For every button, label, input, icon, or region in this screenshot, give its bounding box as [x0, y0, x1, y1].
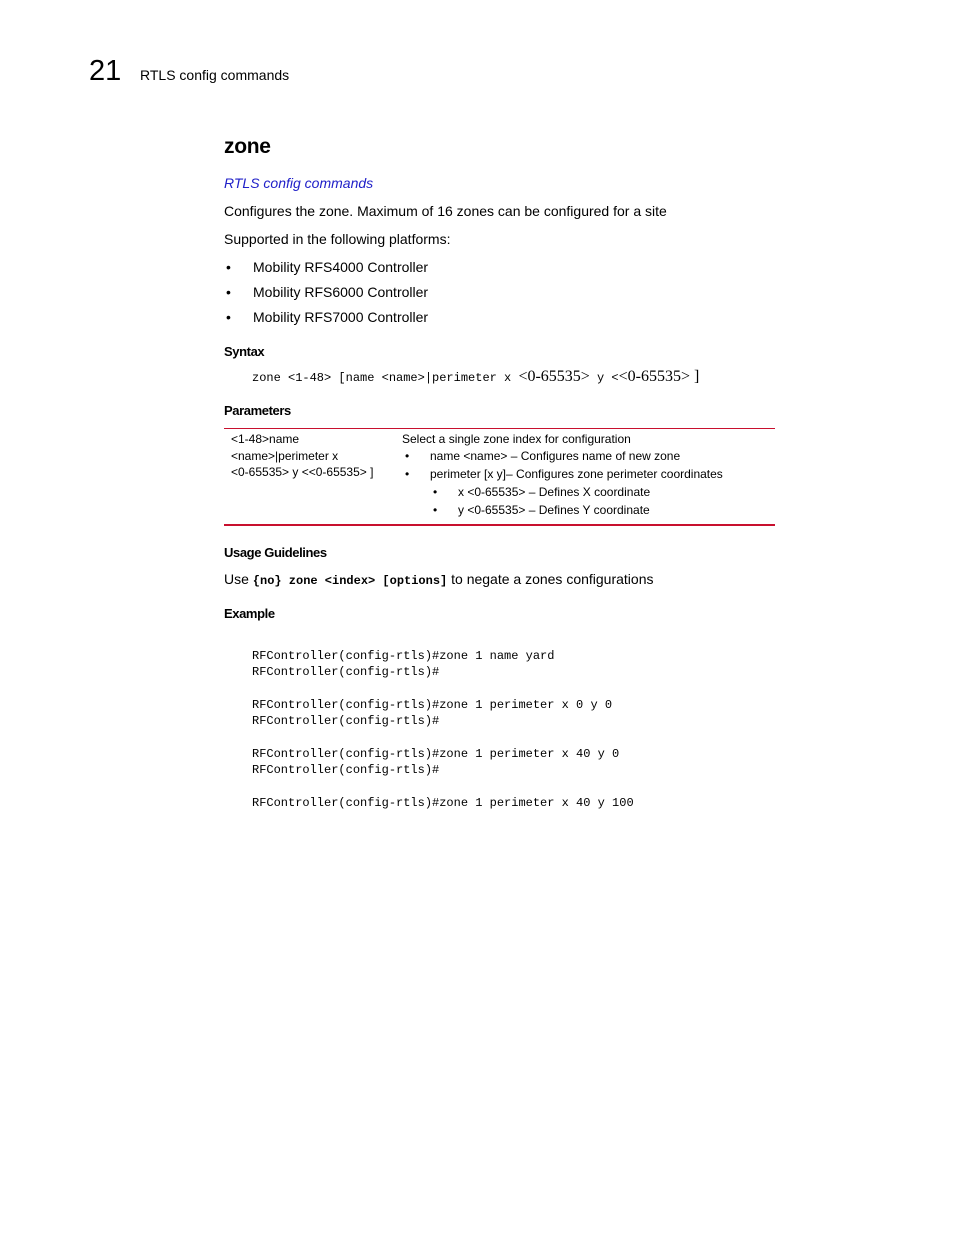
platform-item: • Mobility RFS7000 Controller — [226, 309, 429, 325]
bullet-icon: • — [226, 259, 231, 275]
param-name-cell: <1-48>name <name>|perimeter x <0-65535> y <<0-65535> ] — [231, 432, 374, 479]
bullet-icon: • — [433, 485, 438, 499]
example-code: RFController(config-rtls)#zone 1 name yard RFController(config-rtls)# RFController(config-rtls)#zone 1 perimeter x 0 y 0 RFController(config-rtls)# RFController(config-rtls)#zone 1 perimeter x 40 y 0 RFController(config-rtls)# RFController(config-rtls)#zone 1 perimeter x 40 y 100 — [252, 649, 634, 810]
description: Configures the zone. Maximum of 16 zones can be configured for a site — [224, 203, 667, 219]
bullet-icon: • — [433, 503, 438, 517]
platforms-intro: Supported in the following platforms: — [224, 231, 451, 247]
bullet-icon: • — [226, 309, 231, 325]
chapter-number: 21 — [89, 55, 122, 87]
param-intro: Select a single zone index for configuration — [402, 432, 631, 446]
parameters-heading: Parameters — [224, 403, 291, 418]
usage-heading: Usage Guidelines — [224, 545, 327, 560]
syntax-heading: Syntax — [224, 344, 265, 359]
example-heading: Example — [224, 606, 275, 621]
param-sub-bullet: • y <0-65535> – Defines Y coordinate — [433, 503, 650, 517]
section-title: zone — [224, 135, 271, 158]
bullet-icon: • — [226, 284, 231, 300]
param-bullet: • perimeter [x y]– Configures zone perimeter coordinates — [405, 467, 723, 481]
chapter-title: RTLS config commands — [140, 67, 290, 83]
bullet-icon: • — [405, 449, 410, 463]
param-sub-bullet: • x <0-65535> – Defines X coordinate — [433, 485, 651, 499]
table-bottom-rule — [224, 524, 775, 526]
platform-item: • Mobility RFS6000 Controller — [226, 284, 429, 300]
bullet-icon: • — [405, 467, 410, 481]
rtls-config-link[interactable]: RTLS config commands — [224, 175, 374, 191]
platform-item: • Mobility RFS4000 Controller — [226, 259, 429, 275]
usage-text: Use {no} zone <index> [options] to negate a zones configurations — [224, 571, 654, 588]
syntax-line: zone <1-48> [name <name>|perimeter x <0-65535> y <<0-65535> ] — [252, 368, 700, 385]
table-top-rule — [224, 428, 775, 429]
param-bullet: • name <name> – Configures name of new zone — [405, 449, 681, 463]
